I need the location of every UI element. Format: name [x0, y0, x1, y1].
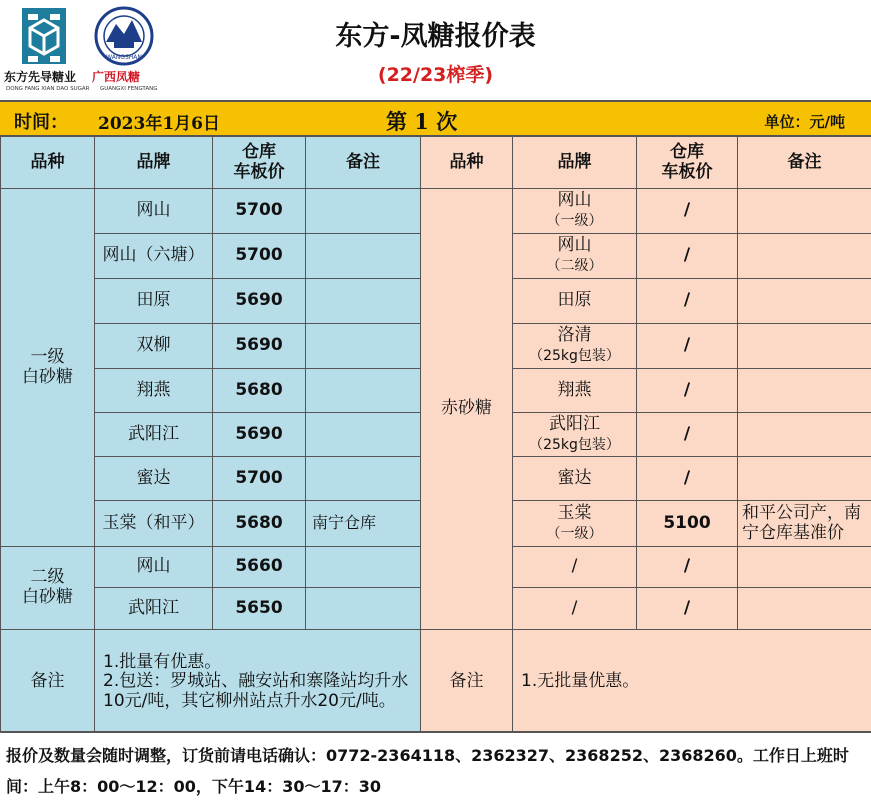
- brand-cell: 双柳: [95, 324, 213, 369]
- remark-cell: [306, 457, 421, 501]
- time-label: 时间：: [14, 112, 68, 133]
- brand-cell: 网山 （一级）: [513, 189, 637, 234]
- price-cell: /: [637, 369, 738, 413]
- brand-cell: 玉棠（和平）: [95, 501, 213, 547]
- left-note-1: 1.批量有优惠。: [103, 651, 222, 672]
- price-cell: /: [637, 413, 738, 457]
- brand-cell: 翔燕: [95, 369, 213, 413]
- price-cell: 5100: [637, 501, 738, 547]
- price-cell: 5700: [213, 234, 306, 279]
- remark-cell: 南宁仓库: [306, 501, 421, 547]
- remark-cell: [306, 324, 421, 369]
- right-notes: 1.无批量优惠。: [513, 630, 871, 735]
- header-variety-left: 品种: [1, 137, 95, 189]
- brand-cell: 洛清 （25kg包装）: [513, 324, 637, 369]
- remark-cell: [306, 279, 421, 324]
- price-cell: 5680: [213, 369, 306, 413]
- price-table: [0, 136, 871, 735]
- unit-label: 单位：元/吨: [764, 113, 845, 131]
- variety-grade1-white-sugar: 一级 白砂糖: [1, 189, 95, 547]
- info-bar: [0, 100, 871, 136]
- remark-cell: [306, 547, 421, 588]
- header-remark-right: 备注: [738, 137, 871, 189]
- brand-cell: 翔燕: [513, 369, 637, 413]
- footer-note: 报价及数量会随时调整，订货前请电话确认：0772-2364118、2362327、2368252、2368260。工作日上班时间：上午8：00～12：00，下午14：30～17：30: [0, 731, 871, 802]
- remark-cell: [738, 413, 871, 457]
- brand-cell: 网山（六塘）: [95, 234, 213, 279]
- left-notes: [95, 630, 421, 735]
- remark-cell: [306, 588, 421, 630]
- header-brand-left: 品牌: [95, 137, 213, 189]
- season-label: (22/23榨季): [377, 64, 494, 86]
- price-cell: 5660: [213, 547, 306, 588]
- price-cell: 5700: [213, 189, 306, 234]
- price-cell: 5650: [213, 588, 306, 630]
- brand-cell: 网山: [95, 547, 213, 588]
- price-cell: 5690: [213, 324, 306, 369]
- header: [0, 0, 871, 100]
- brand-cell: 武阳江 （25kg包装）: [513, 413, 637, 457]
- remark-cell: [306, 413, 421, 457]
- fengtang-logo-name: 广西凤糖: [92, 70, 141, 84]
- remark-cell: [738, 279, 871, 324]
- remark-cell: [306, 189, 421, 234]
- price-cell: /: [637, 324, 738, 369]
- brand-cell: 蜜达: [513, 457, 637, 501]
- round-label: 第 1 次: [386, 109, 458, 134]
- price-cell: /: [637, 234, 738, 279]
- right-notes-label: 备注: [421, 630, 513, 735]
- price-cell: /: [637, 279, 738, 324]
- remark-cell: [738, 234, 871, 279]
- remark-cell: [306, 234, 421, 279]
- dongfang-logo-name: 东方先导糖业: [4, 70, 77, 84]
- remark-cell: [738, 588, 871, 630]
- table-row: [1, 189, 871, 234]
- brand-cell: /: [513, 547, 637, 588]
- price-cell: 5690: [213, 413, 306, 457]
- left-note-2: 2.包送：罗城站、融安站和寨隆站均升水10元/吨，其它柳州站点升水20元/吨。: [103, 671, 409, 711]
- table-header-row: [1, 137, 871, 189]
- remark-cell: [306, 369, 421, 413]
- remark-cell: [738, 369, 871, 413]
- price-cell: 5680: [213, 501, 306, 547]
- variety-grade2-white-sugar: 二级 白砂糖: [1, 547, 95, 630]
- brand-cell: 玉棠 （一级）: [513, 501, 637, 547]
- left-notes-label: 备注: [1, 630, 95, 735]
- price-cell: 5700: [213, 457, 306, 501]
- header-price-right: 仓库 车板价: [637, 137, 738, 189]
- header-brand-right: 品牌: [513, 137, 637, 189]
- dongfang-logo-sub: DONG FANG XIAN DAO SUGAR: [6, 86, 90, 92]
- price-cell: /: [637, 189, 738, 234]
- price-cell: /: [637, 457, 738, 501]
- price-cell: /: [637, 547, 738, 588]
- notes-row: [1, 630, 871, 735]
- variety-brown-sugar: 赤砂糖: [421, 189, 513, 630]
- price-cell: 5690: [213, 279, 306, 324]
- price-cell: /: [637, 588, 738, 630]
- header-remark-left: 备注: [306, 137, 421, 189]
- fengtang-logo-ring-text: WANGSHAN: [106, 54, 142, 61]
- brand-cell: 武阳江: [95, 413, 213, 457]
- page-title: 东方-凤糖报价表: [335, 21, 536, 52]
- header-variety-right: 品种: [421, 137, 513, 189]
- header-price-left: 仓库 车板价: [213, 137, 306, 189]
- remark-cell: [738, 324, 871, 369]
- brand-cell: 武阳江: [95, 588, 213, 630]
- remark-cell: 和平公司产，南宁仓库基准价: [738, 501, 871, 547]
- brand-cell: 网山: [95, 189, 213, 234]
- date-value: 2023年1月6日: [98, 114, 220, 134]
- fengtang-logo-sub: GUANGXI FENGTANG: [100, 86, 158, 92]
- brand-cell: /: [513, 588, 637, 630]
- brand-cell: 蜜达: [95, 457, 213, 501]
- remark-cell: [738, 457, 871, 501]
- brand-cell: 网山 （二级）: [513, 234, 637, 279]
- remark-cell: [738, 547, 871, 588]
- remark-cell: [738, 189, 871, 234]
- brand-cell: 田原: [513, 279, 637, 324]
- brand-cell: 田原: [95, 279, 213, 324]
